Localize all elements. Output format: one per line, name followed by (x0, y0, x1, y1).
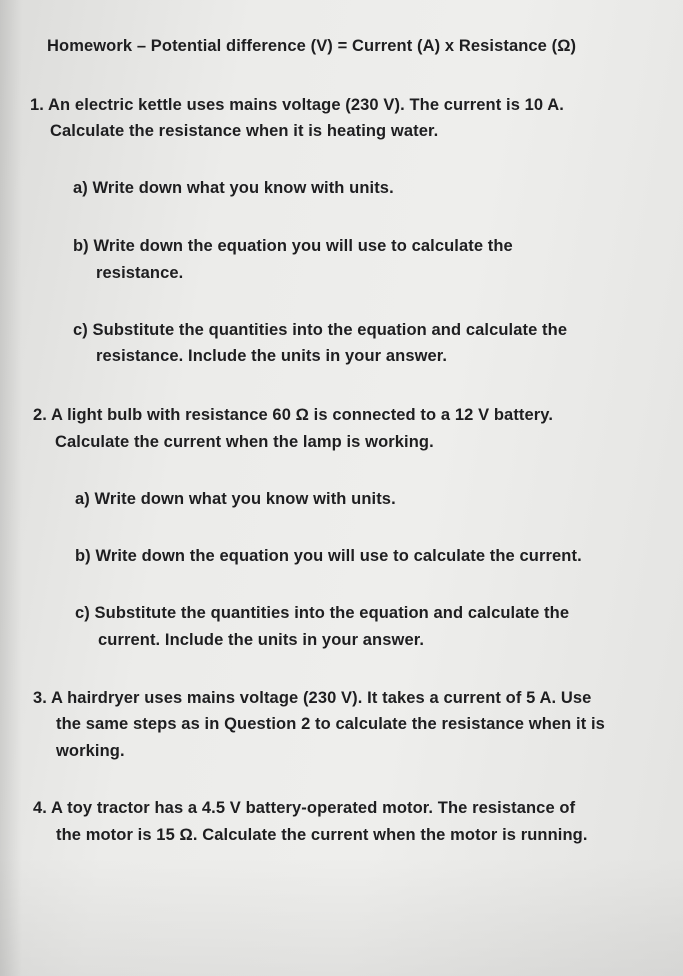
paper-shadow-bottom (0, 856, 683, 976)
q1-line1: 1. An electric kettle uses mains voltage (230 V). The current is 10 A. (30, 96, 564, 114)
q1-line2: Calculate the resistance when it is heating water. (50, 122, 439, 140)
q3-line3: working. (56, 742, 125, 760)
q2-part-c-line2: current. Include the units in your answer. (98, 631, 425, 649)
q1-part-c-line1: c) Substitute the quantities into the equation and calculate the (73, 321, 568, 339)
q2-line1: 2. A light bulb with resistance 60 Ω is connected to a 12 V battery. (33, 406, 554, 424)
q2-part-b: b) Write down the equation you will use to calculate the current. (75, 547, 582, 565)
q2-part-a: a) Write down what you know with units. (75, 490, 396, 508)
paper-shadow-left (0, 0, 22, 976)
q2-line2: Calculate the current when the lamp is working. (55, 433, 434, 451)
q3-line2: the same steps as in Question 2 to calculate the resistance when it is (56, 715, 605, 733)
q1-part-b-line2: resistance. (96, 264, 184, 282)
q4-line2: the motor is 15 Ω. Calculate the current when the motor is running. (56, 826, 588, 844)
q4-line1: 4. A toy tractor has a 4.5 V battery-operated motor. The resistance of (33, 799, 576, 817)
page-title: Homework – Potential difference (V) = Current (A) x Resistance (Ω) (47, 37, 577, 55)
q1-part-a: a) Write down what you know with units. (73, 179, 394, 197)
q2-part-c-line1: c) Substitute the quantities into the equation and calculate the (75, 604, 570, 622)
q3-line1: 3. A hairdryer uses mains voltage (230 V). It takes a current of 5 A. Use (33, 689, 592, 707)
q1-part-b-line1: b) Write down the equation you will use to calculate the (73, 237, 513, 255)
q1-part-c-line2: resistance. Include the units in your answer. (96, 347, 448, 365)
